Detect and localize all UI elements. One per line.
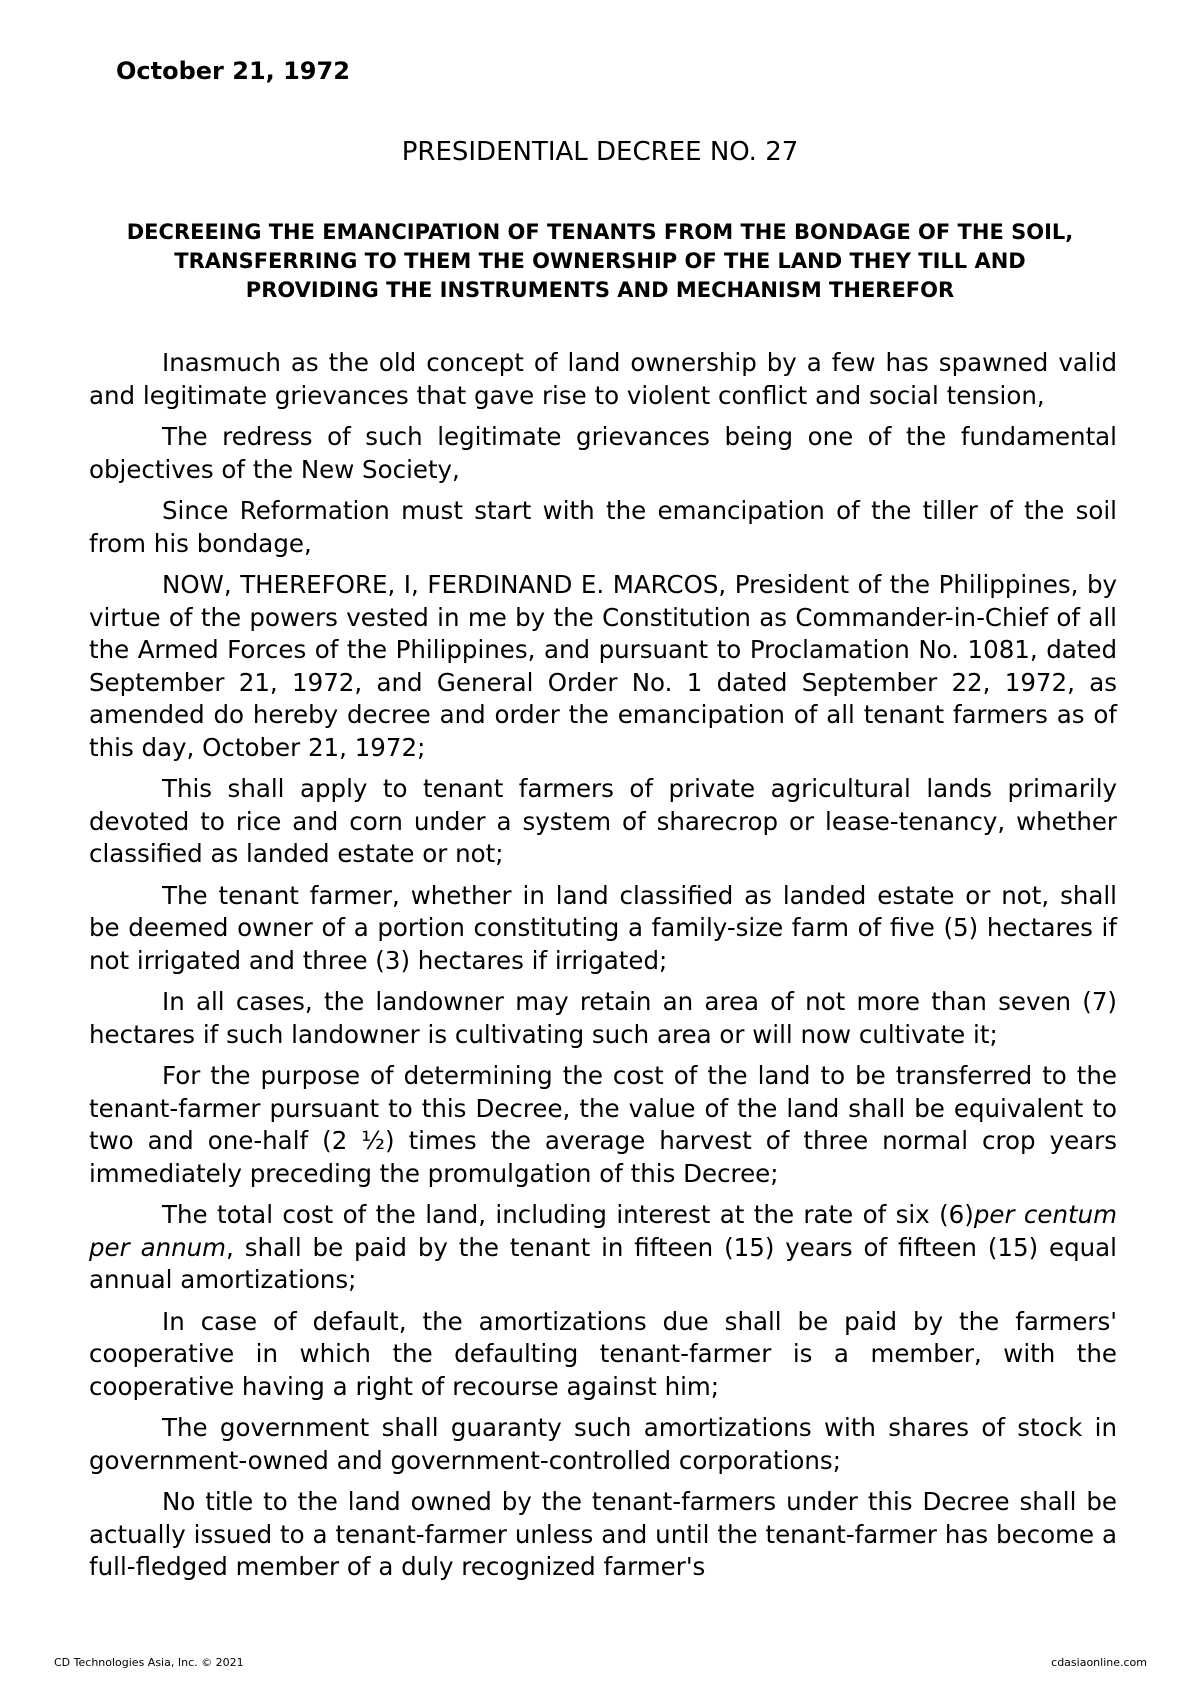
decree-date: October 21, 1972 [116,57,350,85]
paragraph: Inasmuch as the old concept of land ownership by a few has spawned valid and legitimate grievances that gave rise to violent conflict and social tension, [89,348,1117,410]
footer-website-link[interactable]: cdasiaonline.com [1051,1656,1147,1669]
paragraph: For the purpose of determining the cost of the land to be transferred to the tenant-farmer pursuant to this Decree, the value of the land shall be equivalent to two and one-half (2 ½) times the average harvest of three normal crop years immediately preceding the promulgation of this Decree; [89,1061,1117,1188]
footer-copyright: CD Technologies Asia, Inc. © 2021 [54,1656,244,1669]
paragraph-cost [89,1199,1117,1297]
paragraph: In all cases, the landowner may retain an area of not more than seven (7) hectares if such landowner is cultivating such area or will now cultivate it; [89,987,1117,1049]
decree-title: PRESIDENTIAL DECREE NO. 27 [401,137,799,167]
cost-text-before: The total cost of the land, including interest at the rate of six (6) [162,1200,974,1229]
paragraph: NOW, THEREFORE, I, FERDINAND E. MARCOS, President of the Philippines, by virtue of the powers vested in me by the Constitution as Commander-in-Chief of all the Armed Forces of the Philippines, and pursuant to Proclamation No. 1081, dated September 21, 1972, and General Order No. 1 dated September 22, 1972, as amended do hereby decree and order the emancipation of all tenant farmers as of this day, October 21, 1972; [89,570,1117,762]
paragraph: The government shall guaranty such amortizations with shares of stock in government-owned and government-controlled corporations; [89,1413,1117,1475]
decree-body [89,347,1117,1584]
paragraph: In case of default, the amortizations due shall be paid by the farmers' cooperative in which the defaulting tenant-farmer is a member, with the cooperative having a right of recourse against him; [89,1306,1117,1401]
paragraph: This shall apply to tenant farmers of private agricultural lands primarily devoted to rice and corn under a system of sharecrop or lease-tenancy, whether classified as landed estate or not; [89,774,1117,868]
paragraph: Since Reformation must start with the emancipation of the tiller of the soil from his bondage, [89,496,1117,558]
cost-text-after: , shall be paid by the tenant in fifteen (15) years of fifteen (15) equal annual amortizations; [89,1232,1117,1294]
cost-text-italic: per centum per annum [89,1200,1117,1262]
decree-subtitle: DECREEING THE EMANCIPATION OF TENANTS FROM THE BONDAGE OF THE SOIL, TRANSFERRING TO THEM THE OWNERSHIP OF THE LAND THEY TILL AND PROVIDING THE INSTRUMENTS AND MECHANISM THEREFOR [126,220,1074,302]
paragraph: The redress of such legitimate grievances being one of the fundamental objectives of the New Society, [89,422,1117,484]
paragraph: The tenant farmer, whether in land classified as landed estate or not, shall be deemed owner of a portion constituting a family-size farm of five (5) hectares if not irrigated and three (3) hectares if irrigated; [89,880,1117,975]
paragraph: No title to the land owned by the tenant-farmers under this Decree shall be actually issued to a tenant-farmer unless and until the tenant-farmer has become a full-fledged member of a duly recognized farmer's [89,1487,1117,1581]
